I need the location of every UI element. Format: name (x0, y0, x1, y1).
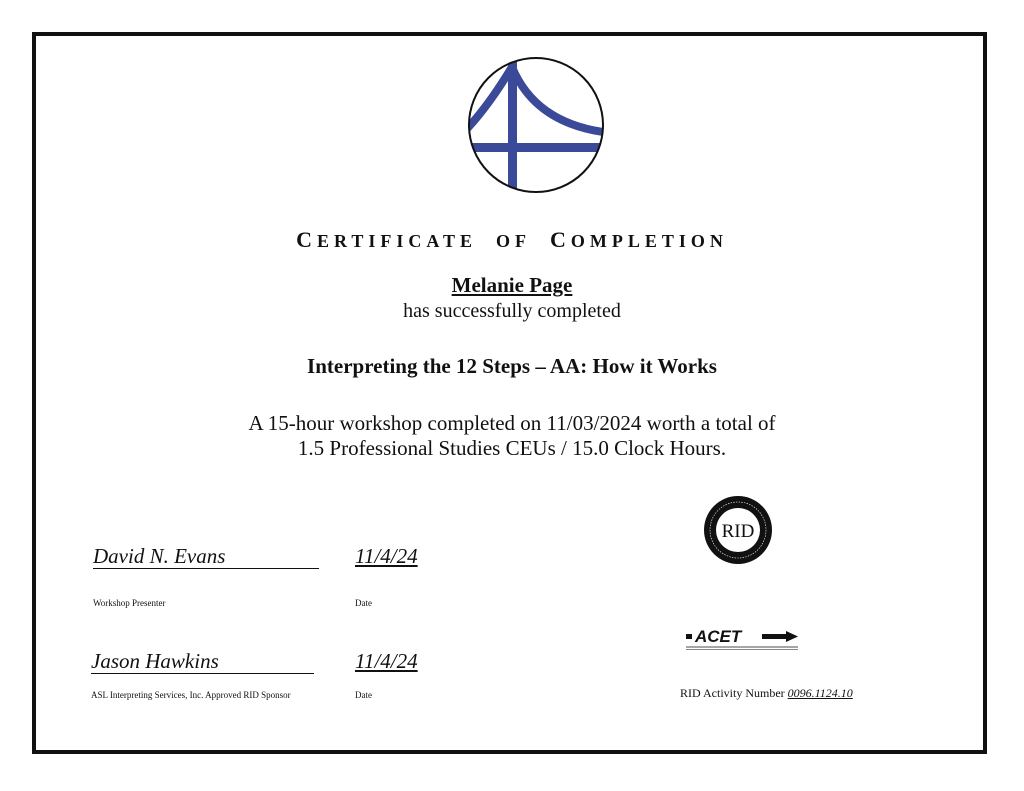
completed-text: has successfully completed (403, 300, 621, 322)
sponsor-date-label: Date (355, 690, 372, 700)
presenter-date-label: Date (355, 598, 372, 608)
presenter-date: 11/4/24 (355, 544, 418, 568)
rid-seal-text: RID (721, 521, 755, 542)
rid-seal-icon (703, 495, 773, 565)
bridge-logo-icon (466, 55, 606, 195)
sponsor-signature: Jason Hawkins (91, 649, 314, 674)
acet-logo-text: ACET (695, 627, 742, 646)
rid-activity-number: RID Activity Number 0096.1124.10 (680, 686, 853, 700)
acet-logo-icon (686, 627, 798, 651)
sponsor-role-label: ASL Interpreting Services, Inc. Approved RID Sponsor (91, 690, 291, 700)
presenter-signature: David N. Evans (93, 544, 319, 569)
presenter-role-label: Workshop Presenter (93, 598, 166, 608)
certificate-title: CERTIFICATE OF COMPLETION (296, 227, 728, 252)
recipient-name: Melanie Page (451, 273, 573, 297)
course-title: Interpreting the 12 Steps – AA: How it Works (307, 354, 717, 378)
sponsor-date: 11/4/24 (355, 649, 418, 673)
workshop-description: A 15-hour workshop completed on 11/03/2024 worth a total of 1.5 Professional Studies CEUs / 15.0 Clock Hours. (248, 411, 776, 460)
